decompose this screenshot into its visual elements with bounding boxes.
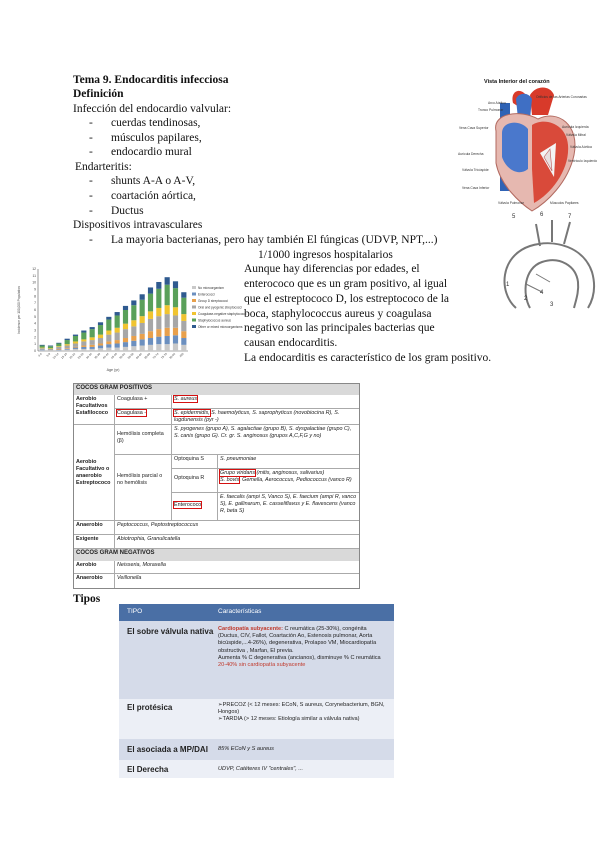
y-tick-label: 3 [34, 328, 36, 333]
cell-value: E. faecalis (ampi S, Vanco S), E. faecium (ampi R, vanco S), E. gallinarum, E. casseliflavus y E. flavescens (vanco R, beta S) [218, 493, 359, 521]
row-label [172, 493, 218, 521]
legend-entry: Coagulase-negative staphylococci [198, 312, 247, 316]
heart-label: Válvula Aórtica [570, 145, 592, 149]
bar-segment [181, 292, 186, 297]
x-tick-label: 10-14 [51, 351, 60, 360]
bar-segment [106, 341, 111, 344]
bar-segment [81, 346, 86, 347]
bar-segment [115, 348, 120, 351]
tipos-table [119, 604, 394, 778]
bar-segment [131, 336, 136, 341]
legend-entry: Enterococci [198, 292, 215, 297]
y-axis-label: Incidence per 100,000 Population [17, 286, 21, 334]
y-tick-label: 5 [34, 314, 36, 319]
row-label: Anaerobio [74, 574, 115, 588]
bar-segment [98, 346, 103, 349]
bar-segment [140, 323, 145, 334]
row-label: Aerobio [74, 561, 115, 574]
bar-segment [40, 345, 45, 346]
heart-figure [458, 73, 600, 218]
desc-text: C reumática (25-30%), congénita (Ductus, CIV, Fallot, Coartación Ao, Estenosis pulmonar, Aorta bicúspide,...4-26%), degenerativa, Prolapso VM, Miocardiopatía obstructiva , Marfan, El previa. [218, 626, 377, 654]
highlight-coag-neg: Coagulasa - [117, 410, 147, 416]
legend-swatch [192, 325, 196, 328]
bar-segment [90, 349, 95, 351]
bar-segment [81, 333, 86, 340]
bar-segment [181, 321, 186, 331]
y-tick-label: 6 [34, 308, 36, 312]
legend-entry: Other or mixed microorganisms [198, 325, 243, 329]
bar-segment [73, 341, 78, 343]
heart-label: Músculos Papilares [550, 201, 579, 205]
heart-label: Válvula Tricúspide [462, 168, 489, 172]
aorta-label: 3 [550, 302, 554, 308]
legend-swatch [192, 306, 196, 309]
bar-segment [173, 281, 178, 288]
bar-segment [40, 348, 45, 349]
bar-segment [156, 289, 161, 308]
cell-value: S. pyogenes (grupo A), S. agalactiae (grupo B), S. dysgalactiae (grupo C), S. canis (grupo G). Cr. gr. S. anginosus (grupos A,C,F,G y no) [172, 425, 359, 455]
bar-segment [115, 315, 120, 327]
x-tick-label: 55-59 [126, 351, 135, 360]
bar-segment [173, 315, 178, 327]
y-tick-label: 2 [34, 335, 36, 340]
list-item: - La mayoria bacterianas, pero hay también El fúngicas (UDVP, NPT,...) [111, 233, 437, 248]
gram-positive-header: COCOS GRAM POSITIVOS [74, 384, 359, 395]
bar-segment [48, 349, 53, 350]
x-tick-label: 75-79 [159, 351, 168, 360]
bar-segment [123, 306, 128, 310]
paragraph-line: negativo son las principales bacterias que [244, 322, 435, 334]
y-tick-label: 0 [34, 349, 36, 353]
cell-value: Peptococcus, Peptostreptococcus [115, 521, 359, 535]
x-tick-label: 5-9 [45, 351, 52, 358]
cell-value: S. pneumoniae [218, 455, 359, 469]
bar-segment [90, 337, 95, 340]
bar-segment [90, 327, 95, 329]
cell-value [218, 469, 359, 493]
bar-segment [65, 339, 70, 340]
x-tick-label: 60-64 [134, 351, 143, 360]
bar-segment [90, 340, 95, 345]
bar-segment [106, 320, 111, 331]
heart-label: Válvula Mitral [566, 133, 586, 137]
bar-segment [56, 350, 61, 351]
bar-segment [181, 298, 186, 314]
bar-segment [123, 347, 128, 351]
bar-segment [73, 335, 78, 336]
bar-segment [140, 339, 145, 345]
bar-segment [173, 343, 178, 351]
x-tick-label: ≥85 [178, 351, 185, 358]
heart-label: Vena Cava Inferior [462, 186, 490, 190]
bar-segment [131, 326, 136, 336]
bar-segment [40, 350, 45, 351]
paragraph-line: 1/1000 ingresos hospitalarios [258, 249, 393, 261]
section-definicion: Definición [73, 88, 124, 100]
bar-segment [73, 343, 78, 346]
list-item: - músculos papilares, [111, 131, 202, 146]
highlight-epidermidis: S. epidermidis, [174, 410, 210, 416]
bar-segment [148, 345, 153, 351]
bar-segment [123, 329, 128, 338]
bar-segment [90, 329, 95, 337]
desc-red: 20-40% sin cardiopatía subyacente [218, 662, 306, 669]
bar-segment [106, 348, 111, 351]
legend-swatch [192, 312, 196, 315]
list-item: - Ductus [111, 204, 144, 219]
bar-segment [73, 348, 78, 349]
bar-segment [165, 285, 170, 306]
y-tick-label: 7 [34, 301, 36, 306]
bar-segment [156, 337, 161, 345]
bar-segment [156, 282, 161, 289]
bar-segment [148, 331, 153, 338]
bar-segment [165, 328, 170, 336]
bar-segment [106, 331, 111, 335]
bar-segment [81, 339, 86, 341]
bar-segment [115, 333, 120, 341]
bar-segment [56, 347, 61, 349]
x-tick-label: 30-34 [84, 351, 93, 360]
aorta-label: 1 [506, 282, 510, 288]
list-item: - shunts A-A o A-V, [111, 174, 195, 189]
bar-segment [181, 338, 186, 345]
highlight-bovis: S. bovis [220, 477, 240, 483]
bar-segment [56, 343, 61, 346]
y-tick-label: 10 [32, 280, 36, 285]
legend-entry: Staphylococcus aureus [198, 318, 231, 323]
bar-segment [140, 316, 145, 323]
bar-segment [148, 287, 153, 293]
bar-segment [81, 341, 86, 345]
bar-segment [140, 346, 145, 351]
bar-segment [81, 347, 86, 349]
cell-text: S. haemolyticus, S. saprophyticus (novobiocina R), S. lugdunensis (pyr -) [174, 410, 340, 423]
y-tick-label: 4 [34, 321, 36, 326]
cell-text: , Gemella, Aerococcus, Pediococcus (vanco R) [239, 477, 352, 483]
cell-value: Abiotrophia, Granulicatella [115, 535, 359, 549]
paragraph-line: La endocarditis es característico de los gram positivo. [244, 352, 492, 364]
bar-segment [48, 346, 53, 348]
bar-segment [98, 322, 103, 325]
list-item: - endocardio mural [111, 145, 192, 160]
bar-segment [106, 335, 111, 342]
bar-segment [65, 349, 70, 350]
row-label: Optoquina R [172, 469, 218, 493]
x-tick-label: 0-4 [37, 351, 43, 358]
desc-text: ➢PRECOZ (< 12 meses: ECoN, S aureus, Corynebacterium, BGN, Hongos) [218, 702, 385, 716]
row-label: Optoquina S [172, 455, 218, 469]
bar-segment [131, 305, 136, 320]
table-row [119, 621, 394, 699]
heart-label: Aurícula Derecha [458, 152, 484, 156]
x-tick-label: 45-49 [109, 351, 118, 360]
desc-red: Cardiopatía subyacente: [218, 626, 283, 632]
definition-line: Infección del endocardio valvular: [73, 103, 232, 115]
x-tick-label: 40-44 [101, 351, 110, 360]
bar-segment [140, 334, 145, 339]
y-tick-label: 1 [34, 342, 36, 347]
bar-segment [123, 310, 128, 324]
desc-text: ➢TARDIA (> 12 meses: Etiología similar a válvula nativa) [218, 716, 360, 723]
legend-swatch [192, 299, 196, 302]
bar-segment [156, 329, 161, 337]
x-tick-label: 35-39 [93, 351, 102, 360]
bar-segment [98, 338, 103, 343]
definition-line: Dispositivos intravasculares [73, 219, 203, 231]
bar-segment [131, 346, 136, 351]
bar-segment [40, 348, 45, 349]
page-title: Tema 9. Endocarditis infecciosa [73, 74, 229, 86]
col-tipo: TIPO [127, 608, 143, 615]
bar-segment [131, 320, 136, 326]
heart-label: Tronco Pulmonar [478, 108, 504, 112]
bar-segment [115, 312, 120, 315]
bar-segment [148, 311, 153, 319]
bar-segment [73, 336, 78, 341]
bar-segment [165, 336, 170, 344]
row-label: Coagulasa + [115, 395, 172, 409]
bar-segment [48, 346, 53, 347]
bar-segment [148, 338, 153, 345]
paragraph-line: enterococo que es un gram positivo, al igual [244, 278, 448, 290]
row-label: Anaerobio [74, 521, 115, 535]
cell-text: (mitis, anginosus, salivarius) [255, 470, 325, 476]
bar-segment [131, 300, 136, 305]
bar-segment [173, 288, 178, 307]
bar-segment [148, 319, 153, 331]
paragraph-line: causan endocarditis. [244, 337, 338, 349]
aorta-label: 2 [524, 296, 528, 302]
bar-segment [131, 341, 136, 346]
bar-segment [106, 317, 111, 320]
bar-segment [165, 277, 170, 285]
bar-segment [115, 343, 120, 347]
gram-table [73, 383, 360, 589]
bar-segment [73, 349, 78, 351]
bar-segment [115, 340, 120, 343]
bar-segment [140, 300, 145, 316]
bar-segment [56, 349, 61, 350]
bar-segment [65, 346, 70, 349]
bar-segment [90, 345, 95, 347]
heart-label: Orificios de las Arterias Coronarias [536, 95, 587, 99]
bar-segment [40, 350, 45, 351]
bar-segment [156, 344, 161, 351]
y-tick-label: 9 [34, 287, 36, 292]
row-label: Aerobio Facultativo o anaerobio Estreptococo [74, 425, 115, 521]
x-tick-label: 80-84 [168, 351, 177, 360]
legend-entry: Group D streptococci [198, 299, 228, 303]
cell-value: Neisseria, Moraxella [115, 561, 359, 574]
heart-label: Ventrículo Izquierdo [568, 159, 598, 163]
gram-negative-header: COCOS GRAM NEGATIVOS [74, 549, 359, 561]
table-row [119, 760, 394, 778]
tipo-desc: 85% ECoN y S aureus [218, 746, 274, 752]
bar-segment [123, 338, 128, 342]
incidence-chart [14, 263, 247, 375]
table-row [119, 699, 394, 739]
bar-segment [165, 344, 170, 351]
x-tick-label: 70-74 [151, 351, 160, 360]
x-tick-label: 50-54 [118, 351, 127, 360]
legend-swatch [192, 319, 196, 322]
tipo-desc [218, 702, 388, 724]
tipo-label: El Derecha [127, 765, 169, 774]
bar-segment [73, 347, 78, 348]
aorta-label: 4 [540, 290, 544, 296]
definition-line: Endarteritis: [75, 161, 132, 173]
heart-label: Arco Aórtico [488, 101, 506, 105]
row-label: Hemólisis parcial o no hemólisis [115, 455, 172, 521]
paragraph-line: Aunque hay diferencias por edades, el [244, 263, 420, 275]
bar-segment [48, 348, 53, 349]
bar-segment [156, 308, 161, 316]
bar-segment [98, 343, 103, 345]
tipo-label: El protésica [127, 703, 173, 712]
bar-segment [98, 325, 103, 335]
bar-segment [56, 343, 61, 344]
bar-segment [181, 314, 186, 321]
bar-segment [165, 314, 170, 328]
heart-label: Vena Cava Superior [459, 126, 489, 130]
row-label: Hemólisis completa (β) [115, 425, 172, 455]
y-tick-label: 8 [34, 294, 36, 299]
bar-segment [48, 350, 53, 351]
legend-swatch [192, 286, 196, 289]
cell-value [172, 395, 359, 409]
highlight-enterococo: Enterococo [174, 502, 202, 508]
bar-segment [115, 328, 120, 333]
aorta-label: 7 [568, 214, 572, 220]
x-tick-label: 15-19 [59, 351, 68, 360]
bar-segment [65, 344, 70, 345]
bar-segment [165, 305, 170, 314]
paragraph-line: boca, staphylococcus aureus y coagulasa [244, 308, 432, 320]
heart-figure-title: Vista Interior del corazón [484, 79, 550, 85]
paragraph-line: que el estreptococo D, los estreptococo de la [244, 293, 450, 305]
bar-segment [65, 350, 70, 351]
bar-segment [98, 348, 103, 351]
desc-text: Aumenta % C degenerativa (ancianos), disminuye % C reumática [218, 654, 381, 661]
aorta-label: 6 [540, 212, 544, 218]
y-tick-label: 12 [32, 267, 36, 271]
bar-segment [181, 345, 186, 351]
tipos-header-row [119, 604, 394, 621]
bar-segment [173, 335, 178, 343]
tipo-desc: UDVP, Catéteres IV "centrales", ... [218, 766, 304, 772]
aorta-label: 5 [512, 214, 516, 220]
bar-segment [56, 350, 61, 351]
tipo-label: El sobre válvula nativa [127, 627, 214, 636]
bar-segment [173, 307, 178, 315]
x-tick-label: 20-24 [68, 351, 77, 360]
bar-segment [65, 340, 70, 344]
bar-segment [148, 294, 153, 312]
cell-value [172, 409, 359, 425]
bar-segment [106, 344, 111, 347]
aorta-diagram [496, 212, 600, 312]
bar-segment [156, 316, 161, 329]
x-tick-label: 25-29 [76, 351, 85, 360]
bar-segment [56, 346, 61, 347]
legend-entry: Oral and pyogenic streptococci [198, 305, 242, 310]
row-label [115, 409, 172, 425]
table-row [119, 739, 394, 760]
chart-svg [14, 263, 247, 375]
bar-segment [98, 335, 103, 338]
tipo-desc [218, 626, 388, 669]
bar-segment [123, 342, 128, 347]
bar-segment [90, 347, 95, 349]
highlight-viridans: Grupo viridans [220, 470, 256, 476]
y-tick-label: 11 [32, 273, 36, 278]
bar-segment [181, 331, 186, 338]
aorta-sketch-icon [496, 212, 600, 312]
heart-label: Aurícula Izquierda [562, 125, 589, 129]
bar-segment [81, 349, 86, 351]
row-label: Aerobio Facultativos Estafilococo [74, 395, 115, 425]
tipo-label: El asociada a MP/DAI [127, 745, 208, 754]
bar-segment [173, 328, 178, 336]
x-axis-label: Age (yr) [106, 368, 120, 372]
legend-entry: No microorganism [198, 286, 224, 290]
bar-segment [81, 331, 86, 333]
row-label: Exigente [74, 535, 115, 549]
legend-swatch [192, 293, 196, 296]
list-item: - cuerdas tendinosas, [111, 116, 200, 131]
heart-label: Válvula Pulmonar [498, 201, 524, 205]
list-item: - coartación aórtica, [111, 189, 196, 204]
bar-segment [65, 348, 70, 349]
bar-segment [140, 294, 145, 299]
x-tick-label: 65-69 [143, 351, 152, 360]
highlight-aureus: S. aureus [174, 396, 198, 402]
cell-value: Veillonella [117, 575, 142, 581]
bar-segment [123, 324, 128, 329]
col-caracteristicas: Características [218, 608, 262, 615]
section-tipos: Tipos [73, 593, 101, 605]
bar-segment [40, 346, 45, 348]
